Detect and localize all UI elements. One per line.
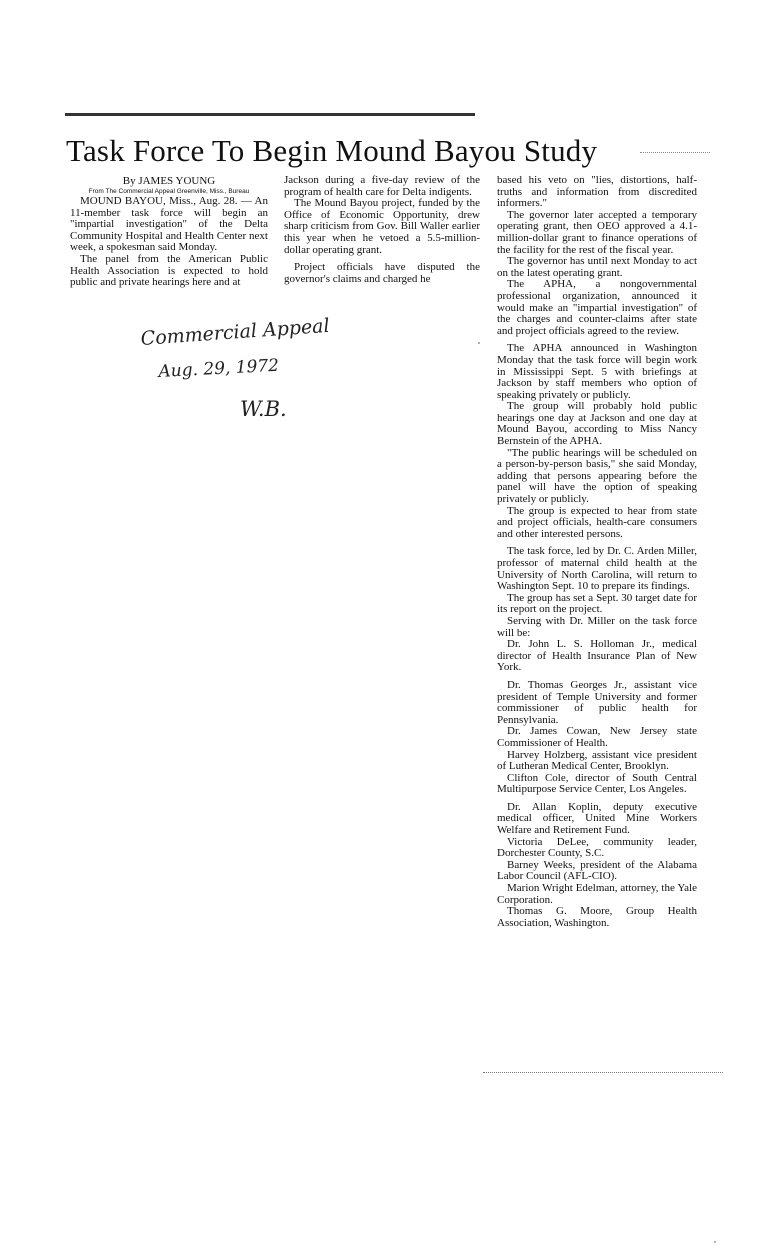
paragraph: The group has set a Sept. 30 target date for its report on the project. [497, 591, 697, 616]
paragraph: Dr. James Cowan, New Jersey state Commissioner of Health. [497, 725, 697, 749]
paragraph: Jackson during a five-day review of the program of health care for Delta indigents. [284, 174, 480, 198]
handwritten-source: Commercial Appeal [140, 314, 331, 350]
paragraph: Victoria DeLee, community leader, Dorchester County, S.C. [497, 835, 697, 860]
paragraph: Clifton Cole, director of South Central Multipurpose Service Center, Los Angeles. [497, 771, 697, 796]
paragraph: Dr. John L. S. Holloman Jr., medical director of Health Insurance Plan of New York. [497, 638, 697, 674]
headline-dotted-line [640, 152, 710, 153]
paragraph: The panel from the American Public Health Association is expected to hold public and private hearings here and at [70, 252, 268, 289]
paragraph: Dr. Allan Koplin, deputy executive medical officer, United Mine Workers Welfare and Retirement Fund. [497, 800, 697, 837]
paragraph: The group is expected to hear from state and project officials, health-care consumers and other interested persons. [497, 504, 697, 540]
paragraph: Barney Weeks, president of the Alabama Labor Council (AFL-CIO). [497, 858, 697, 883]
byline: By JAMES YOUNG [122, 175, 216, 187]
bureau-credit: From The Commercial Appeal Greenville, Miss., Bureau [88, 188, 250, 195]
paragraph: The governor has until next Monday to act on the latest operating grant. [497, 255, 697, 279]
paragraph: The group will probably hold public hearings one day at Jackson and one day at Mound Bayou, according to Miss Nancy Bernstein of the APHA. [497, 400, 697, 448]
paragraph: Thomas G. Moore, Group Health Association, Washington. [497, 905, 697, 929]
paragraph: The task force, led by Dr. C. Arden Miller, professor of maternal child health at the University of North Carolina, will return to Washington Sept. 10 to prepare its findings. [497, 545, 697, 593]
paragraph: MOUND BAYOU, Miss., Aug. 28. — An 11-member task force will begin an "impartial investigation" of the Delta Community Hospital and Health Center next week, a spokesman said Monday. [70, 195, 268, 254]
paragraph: The APHA announced in Washington Monday that the task force will begin work in Mississippi Sept. 5 with briefings at Jackson by staff members who option of speaking privately or publicly. [497, 342, 697, 401]
headline: Task Force To Begin Mound Bayou Study [66, 133, 598, 168]
column-2 [284, 175, 480, 285]
paragraph: Marion Wright Edelman, attorney, the Yale Corporation. [497, 882, 697, 906]
paragraph: Serving with Dr. Miller on the task force will be: [497, 614, 697, 639]
paragraph: The Mound Bayou project, funded by the Office of Economic Opportunity, drew sharp criticism from Gov. Bill Waller earlier this year when he vetoed a 5.5-million-dollar operating grant. [284, 197, 480, 256]
paragraph: "The public hearings will be scheduled on a person-by-person basis," she said Monday, adding that persons appearing before the panel will have the option of speaking privately or publicly. [497, 446, 697, 506]
paragraph: based his veto on "lies, distortions, half-truths and information from discredited informers." [497, 174, 697, 210]
bottom-dotted-line [483, 1072, 723, 1073]
paragraph: The governor later accepted a temporary operating grant, then OEO approved a 4.1-million-dollar grant to finance operations of the facility for the rest of the fiscal year. [497, 208, 697, 256]
handwritten-date: Aug. 29, 1972 [158, 355, 280, 382]
paragraph: Harvey Holzberg, assistant vice president of Lutheran Medical Center, Brooklyn. [497, 748, 697, 773]
paragraph: The APHA, a nongovernmental professional organization, announced it would make an "impartial investigation" of the charges and counter-claims after state and project officials agreed to the review. [497, 278, 697, 337]
paragraph: Dr. Thomas Georges Jr., assistant vice president of Temple University and former commissioner of public health for Pennsylvania. [497, 678, 697, 726]
scan-speck [714, 1241, 716, 1243]
top-rule [65, 113, 475, 116]
column-1 [70, 175, 268, 289]
paragraph: Project officials have disputed the governor's claims and charged he [284, 261, 480, 285]
scan-speck [478, 342, 480, 344]
column-3 [497, 175, 697, 929]
handwritten-initials: W.B. [240, 397, 287, 421]
